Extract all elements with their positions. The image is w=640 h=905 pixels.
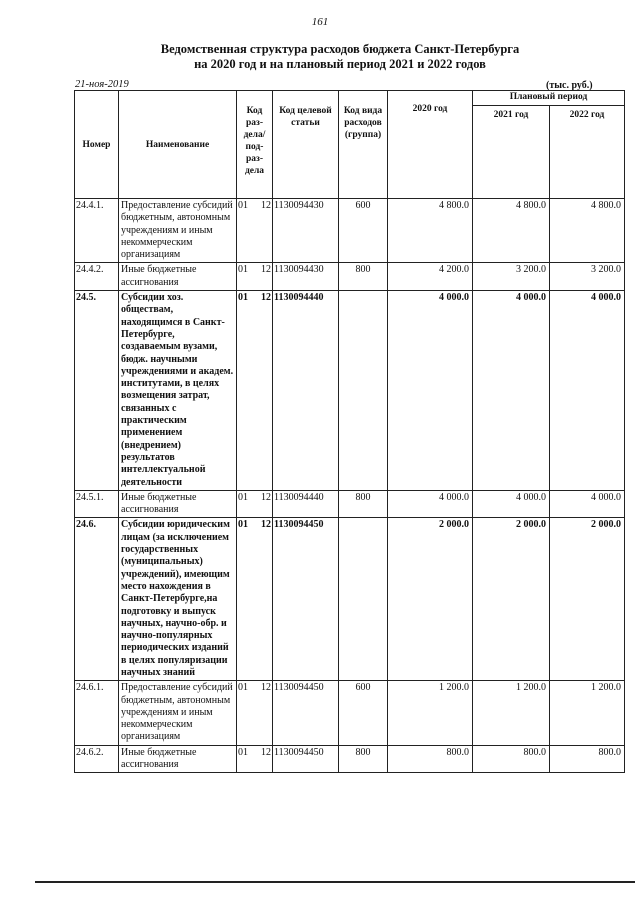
row-amount-2020: 2 000.0 — [388, 518, 473, 681]
podrazdel-code: 12 — [261, 200, 271, 211]
row-number: 24.6. — [75, 518, 119, 681]
page-number: 161 — [311, 16, 329, 28]
row-target-article: 1130094450 — [273, 681, 339, 745]
podrazdel-code: 12 — [261, 746, 271, 758]
row-target-article: 1130094430 — [273, 263, 339, 291]
header-number: Номер — [75, 91, 119, 199]
row-amount-2022: 4 800.0 — [550, 199, 625, 263]
table-row — [75, 681, 625, 745]
razdel-code: 01 — [238, 491, 248, 503]
row-razdel — [237, 745, 273, 773]
row-amount-2021: 4 000.0 — [473, 291, 550, 491]
header-razdel: Код раз-дела/ под-раз-дела — [237, 91, 273, 199]
header-name: Наименование — [119, 91, 237, 199]
table-body — [75, 199, 625, 773]
row-amount-2020: 4 200.0 — [388, 263, 473, 291]
razdel-code: 01 — [238, 746, 248, 758]
podrazdel-code: 12 — [261, 264, 271, 276]
row-razdel — [237, 490, 273, 518]
budget-table — [74, 90, 625, 773]
row-name: Предоставление субсидий бюджетным, автономным учреждениям и иным некоммерческим организациям — [119, 199, 237, 263]
header-year-2020: 2020 год — [388, 91, 473, 199]
table-header — [75, 91, 625, 199]
podrazdel-code: 12 — [261, 491, 271, 503]
row-name: Иные бюджетные ассигнования — [119, 745, 237, 773]
row-number: 24.4.2. — [75, 263, 119, 291]
table-row — [75, 199, 625, 263]
row-amount-2020: 4 800.0 — [388, 199, 473, 263]
razdel-code: 01 — [238, 264, 248, 276]
podrazdel-code: 12 — [261, 519, 271, 531]
podrazdel-code: 12 — [261, 682, 271, 694]
row-amount-2020: 800.0 — [388, 745, 473, 773]
row-amount-2020: 4 000.0 — [388, 291, 473, 491]
row-amount-2022: 4 000.0 — [550, 291, 625, 491]
date-stamp: 21-ноя-2019 — [75, 79, 129, 90]
row-number: 24.5.1. — [75, 490, 119, 518]
row-target-article: 1130094440 — [273, 291, 339, 491]
row-amount-2020: 4 000.0 — [388, 490, 473, 518]
table-row — [75, 263, 625, 291]
row-expense-type: 800 — [339, 745, 388, 773]
row-target-article: 1130094450 — [273, 518, 339, 681]
row-name: Субсидии хоз. обществам, находящимся в Санкт-Петербурге, создаваемым вузами, бюдж. научными учреждениями и академ. институтами, в целях возмещения затрат, связанных с практическим применением (внедрением) результатов интеллектуальной деятельности — [119, 291, 237, 491]
row-amount-2021: 1 200.0 — [473, 681, 550, 745]
row-amount-2022: 1 200.0 — [550, 681, 625, 745]
title-line-2: на 2020 год и на плановый период 2021 и 2022 годов — [194, 57, 486, 71]
row-amount-2021: 4 000.0 — [473, 490, 550, 518]
row-name: Иные бюджетные ассигнования — [119, 490, 237, 518]
row-amount-2021: 2 000.0 — [473, 518, 550, 681]
row-target-article: 1130094450 — [273, 745, 339, 773]
table-row — [75, 518, 625, 681]
row-target-article: 1130094430 — [273, 199, 339, 263]
row-amount-2021: 800.0 — [473, 745, 550, 773]
header-expense-type: Код вида расходов (группа) — [339, 91, 388, 199]
table-row — [75, 490, 625, 518]
header-target-article: Код целевой статьи — [273, 91, 339, 199]
razdel-code: 01 — [238, 200, 248, 211]
table-row — [75, 291, 625, 491]
row-expense-type: 800 — [339, 490, 388, 518]
row-amount-2022: 4 000.0 — [550, 490, 625, 518]
row-amount-2021: 4 800.0 — [473, 199, 550, 263]
title-line-1: Ведомственная структура расходов бюджета Санкт-Петербурга — [160, 42, 520, 56]
row-target-article: 1130094440 — [273, 490, 339, 518]
row-number: 24.6.2. — [75, 745, 119, 773]
header-plan-period: Плановый период — [473, 91, 625, 106]
header-year-2022: 2022 год — [550, 106, 625, 199]
row-number: 24.5. — [75, 291, 119, 491]
row-amount-2022: 3 200.0 — [550, 263, 625, 291]
razdel-code: 01 — [238, 519, 248, 531]
row-name: Субсидии юридическим лицам (за исключением государственных (муниципальных) учреждений), имеющим место нахождения в Санкт-Петербурге,на подготовку и выпуск научных, научно-обр. и научно-популярных периодических изданий в целях популяризации научных знаний — [119, 518, 237, 681]
row-number: 24.6.1. — [75, 681, 119, 745]
document-title — [0, 42, 640, 72]
row-name: Иные бюджетные ассигнования — [119, 263, 237, 291]
row-amount-2022: 2 000.0 — [550, 518, 625, 681]
row-razdel — [237, 291, 273, 491]
row-razdel — [237, 263, 273, 291]
podrazdel-code: 12 — [261, 292, 271, 304]
table-row — [75, 745, 625, 773]
row-expense-type — [339, 291, 388, 491]
row-amount-2021: 3 200.0 — [473, 263, 550, 291]
row-amount-2020: 1 200.0 — [388, 681, 473, 745]
row-razdel — [237, 681, 273, 745]
row-razdel — [237, 518, 273, 681]
row-expense-type: 600 — [339, 681, 388, 745]
razdel-code: 01 — [238, 682, 248, 694]
razdel-code: 01 — [238, 292, 248, 304]
row-amount-2022: 800.0 — [550, 745, 625, 773]
row-name: Предоставление субсидий бюджетным, автономным учреждениям и иным некоммерческим организациям — [119, 681, 237, 745]
units-label: (тыс. руб.) — [546, 80, 593, 91]
row-expense-type: 600 — [339, 199, 388, 263]
row-expense-type: 800 — [339, 263, 388, 291]
row-expense-type — [339, 518, 388, 681]
header-year-2021: 2021 год — [473, 106, 550, 199]
footer-rule — [35, 881, 635, 883]
row-razdel — [237, 199, 273, 263]
row-number: 24.4.1. — [75, 199, 119, 263]
